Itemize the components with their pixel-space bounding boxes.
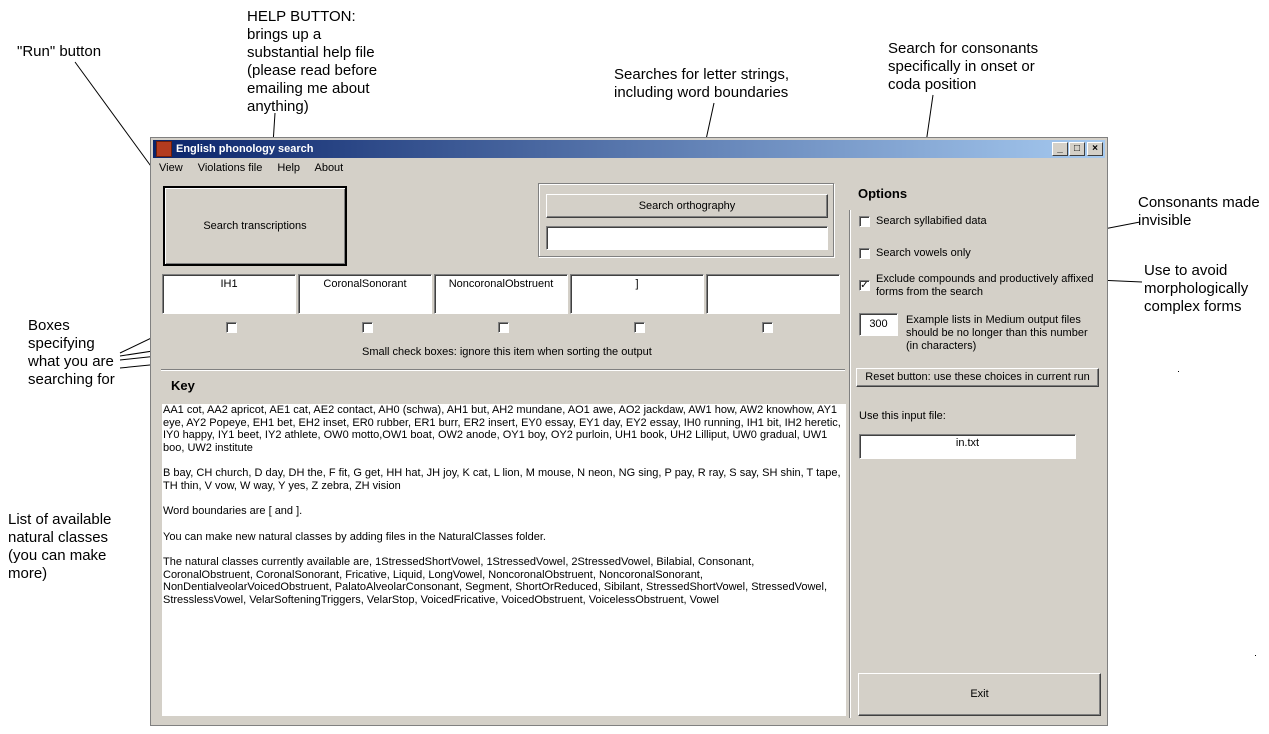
- exclude-compounds-checkbox[interactable]: ✓: [860, 280, 869, 291]
- window-title: English phonology search: [176, 143, 314, 155]
- exit-button[interactable]: Exit: [858, 673, 1101, 716]
- max-length-input[interactable]: 300: [859, 313, 898, 336]
- orthography-input[interactable]: [546, 226, 828, 250]
- ignore-sort-checkbox-3[interactable]: [498, 322, 509, 333]
- close-button[interactable]: ×: [1087, 142, 1103, 156]
- ignore-sort-checkbox-4[interactable]: [634, 322, 645, 333]
- menu-about[interactable]: About: [314, 162, 344, 174]
- menu-violations-file[interactable]: Violations file: [197, 162, 263, 174]
- key-consonants: B bay, CH church, D day, DH the, F fit, G get, HH hat, JH joy, K cat, L lion, M mouse, N neon, NG sing, P pay, R ray, S say, SH shin, T tape, TH thin, V vow, W way, Y yes, Z zebra, ZH vision: [163, 467, 841, 492]
- key-text-area[interactable]: [162, 404, 846, 716]
- syllabified-checkbox[interactable]: [859, 216, 870, 227]
- key-word-boundaries: Word boundaries are [ and ].: [163, 505, 303, 517]
- options-heading: Options: [858, 186, 908, 201]
- app-window: [150, 137, 1108, 726]
- ignore-sort-checkbox-5[interactable]: [762, 322, 773, 333]
- search-box-4[interactable]: ]: [570, 274, 704, 314]
- exclude-compounds-label: Exclude compounds and productively affixed forms from the search: [876, 273, 1094, 298]
- annotation-consonants-invisible: Consonants made invisible: [1138, 194, 1260, 229]
- annotation-search-boxes: Boxes specifying what you are searching for: [28, 317, 115, 388]
- minimize-button[interactable]: _: [1052, 142, 1068, 156]
- search-box-3[interactable]: NoncoronalObstruent: [434, 274, 568, 314]
- annotation-orthography: Searches for letter strings, including word boundaries: [614, 66, 790, 101]
- search-box-2[interactable]: CoronalSonorant: [298, 274, 432, 314]
- ignore-sort-checkbox-1[interactable]: [226, 322, 237, 333]
- ignore-sort-checkbox-2[interactable]: [362, 322, 373, 333]
- input-file-field[interactable]: in.txt: [859, 434, 1076, 459]
- title-bar[interactable]: [153, 140, 1105, 158]
- options-divider: [849, 210, 851, 718]
- max-length-label: Example lists in Medium output files should be no longer than this number (in characters): [906, 314, 1088, 352]
- reset-button[interactable]: Reset button: use these choices in current run: [856, 368, 1099, 387]
- checkbox-note: Small check boxes: ignore this item when sorting the output: [362, 346, 652, 358]
- key-heading: Key: [171, 378, 195, 393]
- search-box-5[interactable]: [706, 274, 840, 314]
- annotation-natural-classes: List of available natural classes (you can make more): [8, 511, 112, 582]
- key-natural-classes-list: The natural classes currently available are, 1StressedShortVowel, 1StressedVowel, 2StressedVowel, Bilabial, Consonant, CoronalObstruent, CoronalSonorant, Fricative, Liquid, LongVowel, NoncoronalObstruent, NoncoronalSonorant, NonDentialveolarVoicedObstruent, PalatoAlveolarConsonant, Segment, ShortOrReduced, Sibilant, StressedShortVowel, StressedVowel, StresslessVowel, VelarSofteningTriggers, VelarStop, VoicedFricative, VoicedObstruent, VoicelessObstruent, Vowel: [163, 556, 828, 606]
- maximize-button[interactable]: □: [1069, 142, 1085, 156]
- vowels-only-label: Search vowels only: [876, 247, 971, 259]
- menu-view[interactable]: View: [159, 162, 183, 174]
- input-file-label: Use this input file:: [859, 410, 946, 422]
- annotation-onset-coda: Search for consonants specifically in onset or coda position: [888, 40, 1039, 93]
- key-vowels: AA1 cot, AA2 apricot, AE1 cat, AE2 contact, AH0 (schwa), AH1 but, AH2 mundane, AO1 awe, AO2 jackdaw, AW1 how, AW2 knowhow, AY1 eye, AY2 Popeye, EH1 bet, EH2 inset, ER0 rubber, ER1 burr, ER2 insert, EY0 essay, EY1 day, EY2 essay, IH0 running, IH1 bit, IH2 heretic, IY0 happy, IY1 beet, IY2 athlete, OW0 motto,OW1 boat, OW2 anode, OY1 boy, OY2 purloin, UH1 book, UH2 Lilliput, UW0 gradual, UW1 boo, UW2 institute: [163, 404, 841, 454]
- menu-bar: [159, 160, 355, 176]
- key-natural-classes-note: You can make new natural classes by adding files in the NaturalClasses folder.: [163, 530, 546, 543]
- divider: [161, 369, 845, 371]
- syllabified-label: Search syllabified data: [876, 215, 987, 227]
- menu-help[interactable]: Help: [277, 162, 301, 174]
- annotation-run-button: "Run" button: [17, 43, 102, 60]
- search-orthography-button[interactable]: Search orthography: [546, 194, 828, 218]
- vowels-only-checkbox[interactable]: [859, 248, 870, 259]
- app-icon: [156, 141, 172, 157]
- annotation-help-button: HELP BUTTON: brings up a substantial help file (please read before emailing me about anything): [247, 8, 378, 115]
- search-transcriptions-button[interactable]: Search transcriptions: [163, 186, 347, 266]
- annotation-morphology: Use to avoid morphologically complex forms: [1144, 262, 1249, 315]
- search-box-1[interactable]: IH1: [162, 274, 296, 314]
